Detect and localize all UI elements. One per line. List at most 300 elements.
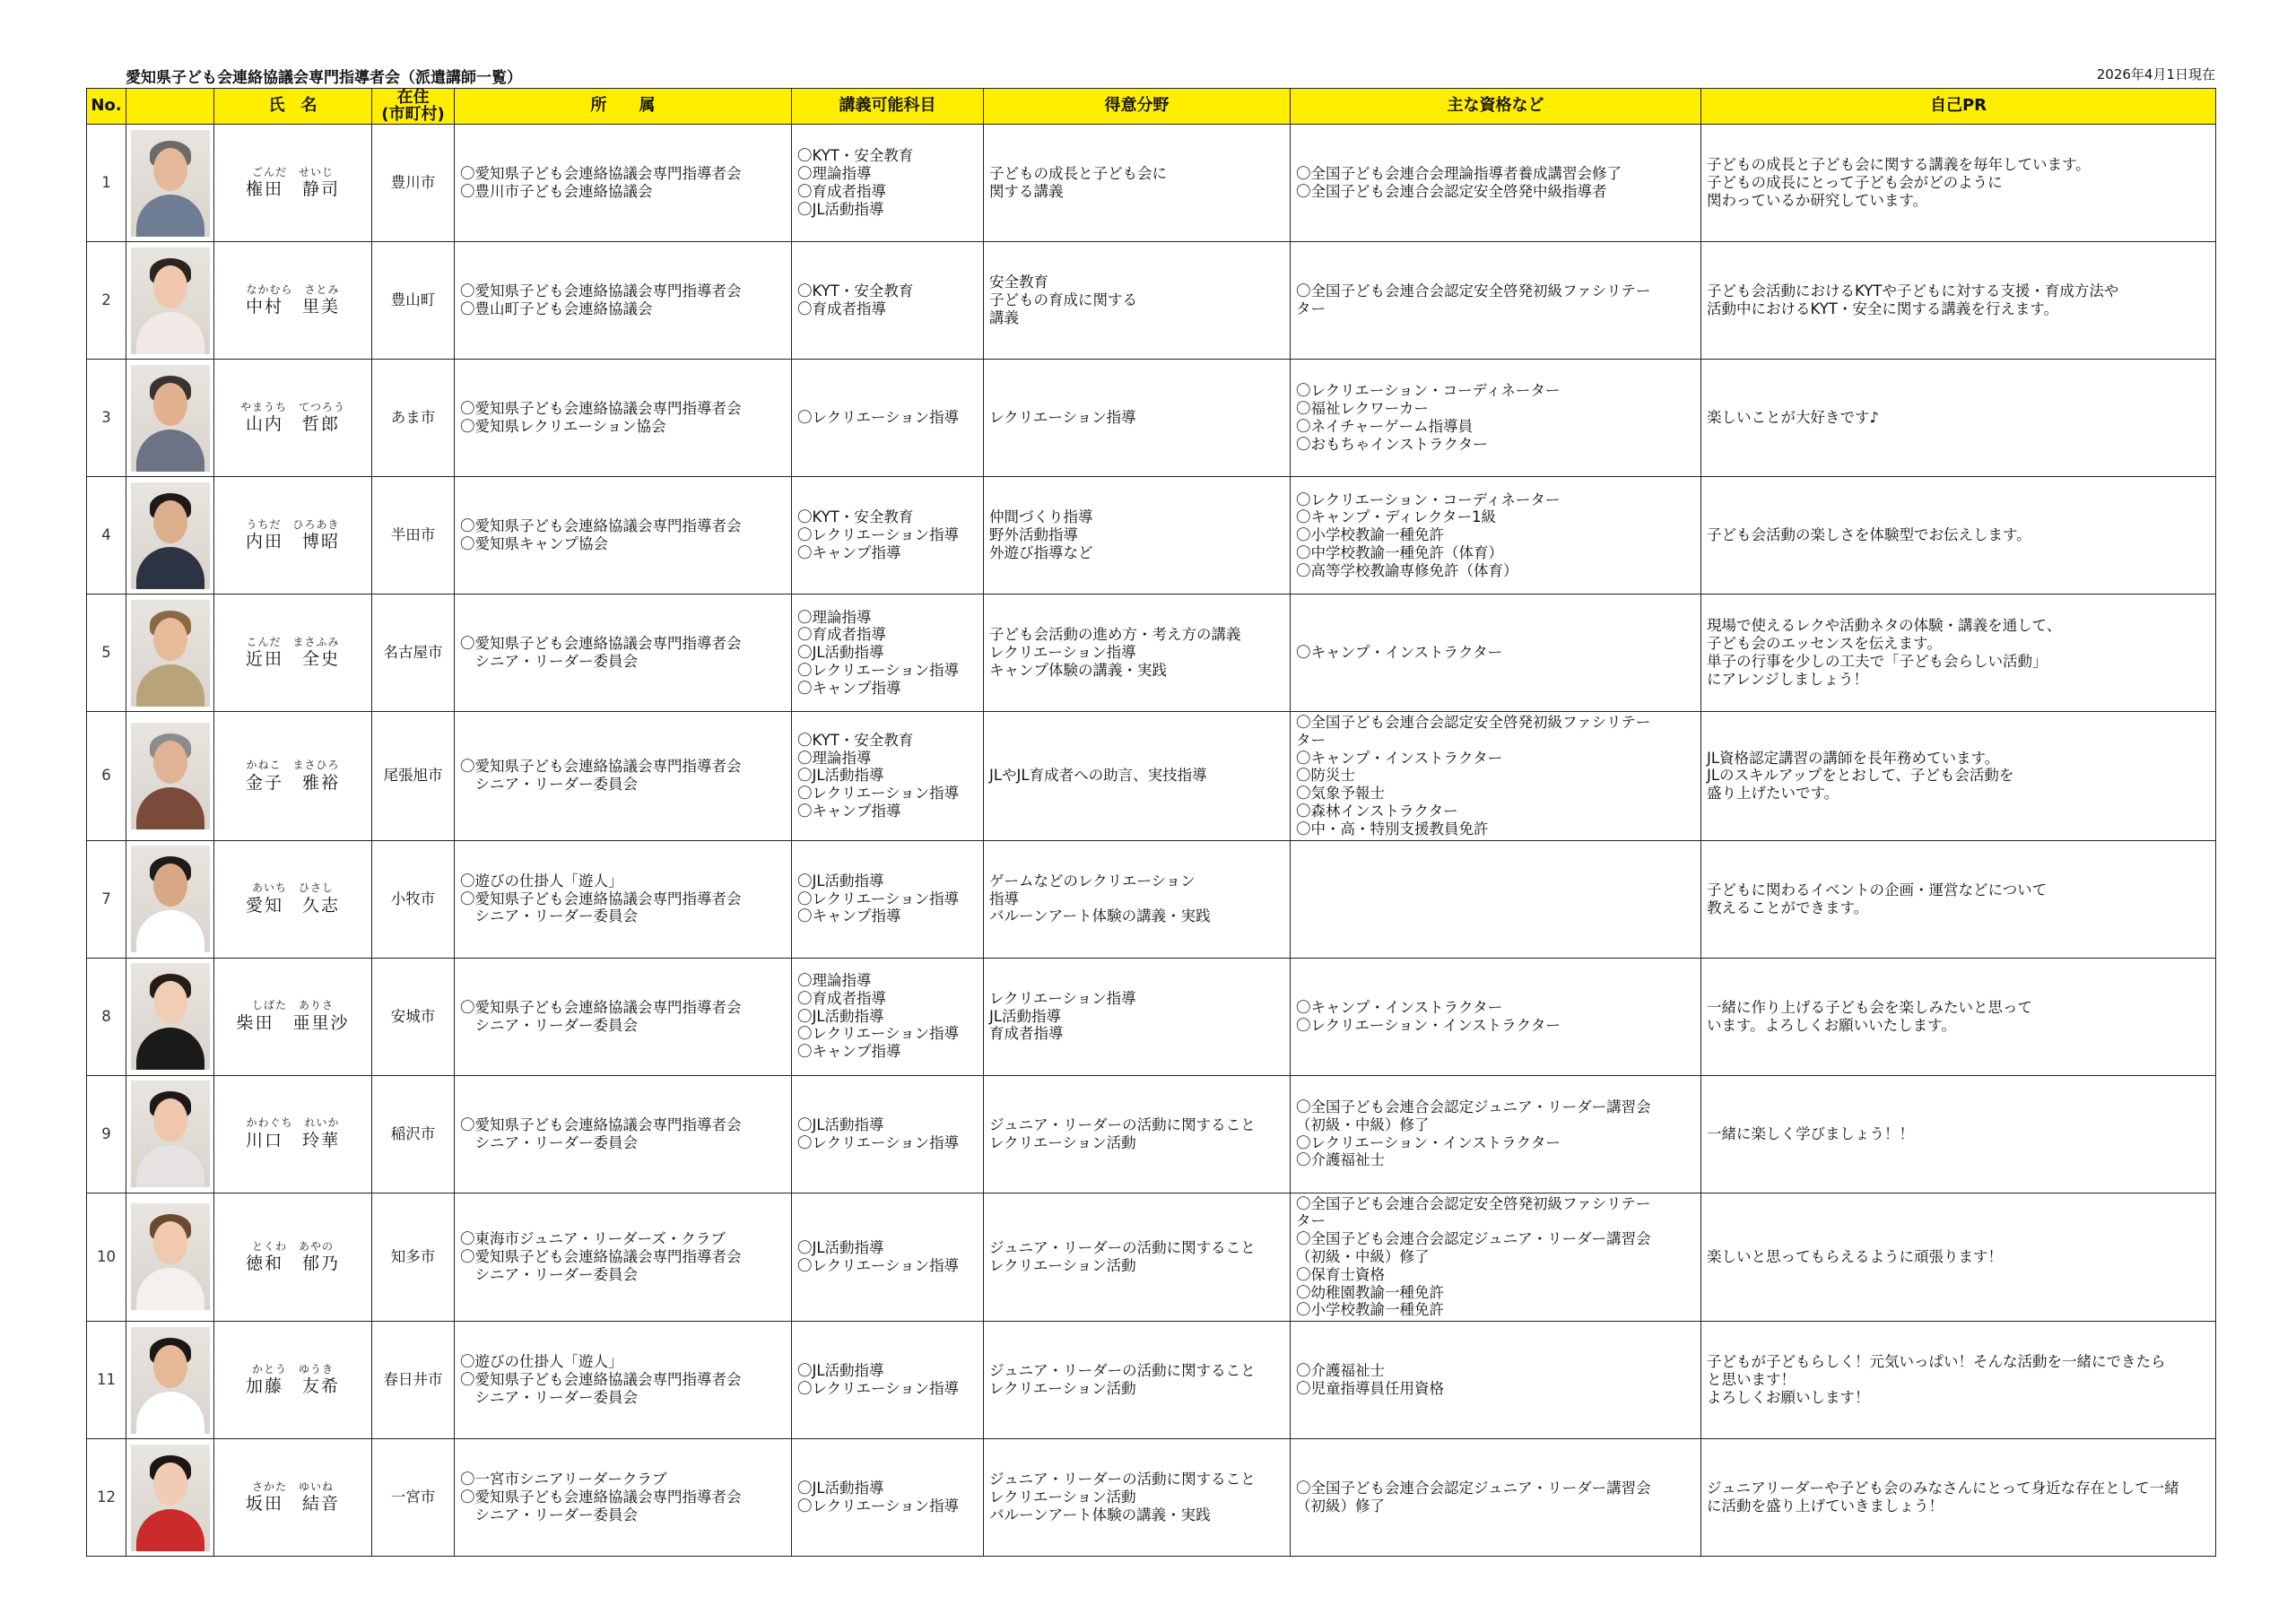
instructor-name: 山内 哲郎 [245,414,340,435]
photo-cell [126,477,214,595]
affiliation-line: 〇愛知県キャンプ協会 [460,535,608,552]
subjects-line: 〇理論指導 [797,608,872,626]
self-pr-line: います。よろしくお願いいたします。 [1707,1016,1956,1034]
table-row [87,840,2216,958]
city-cell: 安城市 [372,958,455,1075]
subjects-line: 〇レクリエーション指導 [797,1133,960,1151]
self-pr-cell [1701,958,2216,1075]
subjects-line: 〇KYT・安全教育 [797,147,914,165]
table-row [87,1193,2216,1322]
qualifications-line: 〇介護福祉士 [1296,1362,1385,1380]
subjects-line: 〇JL活動指導 [797,1239,884,1257]
specialty-cell [984,242,1291,360]
city-cell: 小牧市 [372,840,455,958]
row-number: 6 [87,712,126,841]
qualifications-line: 〇全国子ども会連合会認定安全啓発初級ファシリテー [1296,282,1651,300]
self-pr-cell [1701,1322,2216,1439]
qualifications-line: 〇児童指導員任用資格 [1296,1380,1444,1398]
self-pr-line: 楽しいことが大好きです♪ [1707,409,1880,427]
self-pr-line: 盛り上げたいです。 [1707,785,1839,803]
avatar [131,1327,210,1434]
instructor-name: 徳和 郁乃 [245,1254,340,1274]
specialty-line: 野外活動指導 [989,526,1078,544]
name-cell [214,477,372,595]
qualifications-line: 〇全国子ども会連合会認定ジュニア・リーダー講習会 [1296,1230,1651,1248]
self-pr-line: よろしくお願いします！ [1707,1389,1870,1407]
qualifications-cell [1291,242,1701,360]
table-row [87,477,2216,595]
subjects-cell [792,712,984,841]
photo-cell [126,1193,214,1322]
affiliation-line: 〇愛知県子ども会連絡協議会専門指導者会 [460,400,742,418]
name-reading: なかむら さとみ [246,282,340,296]
subjects-line: 〇JL活動指導 [797,872,884,890]
subjects-line: 〇キャンプ指導 [797,1043,901,1061]
header-row [87,89,2216,125]
instructor-rows [87,125,2216,1557]
avatar [131,482,210,589]
subjects-line: 〇KYT・安全教育 [797,508,914,526]
subjects-line: 〇キャンプ指導 [797,543,901,561]
photo-cell [126,360,214,477]
qualifications-cell [1291,712,1701,841]
qualifications-line: （初級）修了 [1296,1497,1385,1515]
avatar [131,723,210,829]
subjects-line: 〇レクリエーション指導 [797,1380,960,1398]
self-pr-line: 子ども会活動の楽しさを体験型でお伝えします。 [1707,526,2031,544]
table-row [87,1322,2216,1439]
specialty-cell [984,360,1291,477]
affiliation-line: 〇愛知県子ども会連絡協議会専門指導者会 [460,1115,742,1133]
subjects-cell [792,1193,984,1322]
affiliation-cell [455,840,792,958]
affiliation-cell [455,1193,792,1322]
self-pr-line: 現場で使えるレクや活動ネタの体験・講義を通して、 [1707,617,2062,635]
subjects-line: 〇レクリエーション指導 [797,785,960,803]
qualifications-line: 〇中・高・特別支援教員免許 [1296,820,1489,838]
specialty-line: ジュニア・リーダーの活動に関すること [989,1239,1256,1257]
specialty-line: 外遊び指導など [989,543,1093,561]
photo-cell [126,958,214,1075]
qualifications-cell [1291,477,1701,595]
subjects-line: 〇育成者指導 [797,300,886,317]
name-cell [214,840,372,958]
self-pr-cell [1701,360,2216,477]
subjects-line: 〇JL活動指導 [797,644,884,662]
affiliation-line: シニア・リーダー委員会 [460,1133,638,1151]
specialty-line: レクリエーション指導 [989,989,1136,1007]
city-cell: 豊川市 [372,125,455,242]
qualifications-line: 〇レクリエーション・コーディネーター [1296,382,1561,400]
self-pr-cell [1701,1439,2216,1557]
name-reading: かわぐち れいか [246,1116,340,1130]
specialty-line: レクリエーション活動 [989,1256,1136,1274]
specialty-line: ジュニア・リーダーの活動に関すること [989,1471,1256,1488]
self-pr-line: 楽しいと思ってもらえるように頑張ります！ [1707,1247,2003,1265]
affiliation-line: 〇愛知県子ども会連絡協議会専門指導者会 [460,1371,742,1389]
affiliation-line: シニア・リーダー委員会 [460,776,638,794]
affiliation-line: 〇豊山町子ども会連絡協議会 [460,300,653,317]
avatar [131,247,210,354]
name-cell [214,1322,372,1439]
row-number: 4 [87,477,126,595]
name-cell [214,360,372,477]
qualifications-line: 〇介護福祉士 [1296,1151,1385,1169]
row-number: 12 [87,1439,126,1557]
qualifications-line: ター [1296,1212,1326,1230]
subjects-line: 〇レクリエーション指導 [797,661,960,679]
name-reading: かとう ゆうき [251,1363,334,1376]
row-number: 10 [87,1193,126,1322]
name-cell [214,242,372,360]
affiliation-line: シニア・リーダー委員会 [460,1016,638,1034]
subjects-cell [792,1075,984,1193]
self-pr-line: 活動中におけるKYT・安全に関する講義を行えます。 [1707,300,2059,317]
specialty-line: 育成者指導 [989,1025,1064,1043]
affiliation-line: 〇東海市ジュニア・リーダーズ・クラブ [460,1230,726,1248]
affiliation-line: 〇愛知県子ども会連絡協議会専門指導者会 [460,998,742,1016]
subjects-line: 〇キャンプ指導 [797,679,901,697]
subjects-line: 〇理論指導 [797,972,872,990]
qualifications-line: 〇キャンプ・インストラクター [1296,998,1503,1016]
avatar [131,1203,210,1310]
name-reading: かねこ まさひろ [246,759,340,772]
self-pr-line: 子どもの成長と子ども会に関する講義を毎年しています。 [1707,156,2091,174]
affiliation-line: 〇愛知県子ども会連絡協議会専門指導者会 [460,890,742,907]
qualifications-line: 〇小学校教諭一種免許 [1296,526,1444,544]
specialty-cell [984,1075,1291,1193]
self-pr-line: 一緒に作り上げる子ども会を楽しみたいと思って [1707,998,2032,1016]
self-pr-line: JLのスキルアップをとおして、子ども会活動を [1707,767,2014,785]
name-cell [214,1193,372,1322]
specialty-line: レクリエーション指導 [989,409,1136,427]
city-cell: 稲沢市 [372,1075,455,1193]
qualifications-line: 〇レクリエーション・コーディネーター [1296,490,1561,508]
subjects-line: 〇JL活動指導 [797,200,884,218]
specialty-line: 子どもの育成に関する [989,291,1137,309]
specialty-line: レクリエーション指導 [989,644,1136,662]
qualifications-line: 〇キャンプ・ディレクター1級 [1296,508,1497,526]
specialty-line: レクリエーション活動 [989,1133,1136,1151]
photo-cell [126,125,214,242]
affiliation-line: 〇愛知県子ども会連絡協議会専門指導者会 [460,165,742,183]
qualifications-cell [1291,1193,1701,1322]
self-pr-cell [1701,477,2216,595]
self-pr-line: 子ども会活動におけるKYTや子どもに対する支援・育成方法や [1707,282,2119,300]
self-pr-line: 子どもの成長にとって子ども会がどのように [1707,174,2003,192]
subjects-line: 〇育成者指導 [797,626,886,644]
specialty-line: 指導 [989,890,1019,907]
affiliation-line: 〇愛知県レクリエーション協会 [460,418,666,435]
instructor-name: 中村 里美 [245,297,340,317]
specialty-line: 仲間づくり指導 [989,508,1093,526]
qualifications-line: 〇おもちゃインストラクター [1296,435,1488,453]
name-reading: あいち ひさし [251,881,334,895]
affiliation-line: 〇遊びの仕掛人「遊人」 [460,872,623,890]
instructor-table [86,88,2216,1557]
subjects-cell [792,242,984,360]
name-reading: うちだ ひろあき [246,517,340,531]
name-cell [214,1439,372,1557]
subjects-line: 〇レクリエーション指導 [797,409,960,427]
subjects-cell [792,360,984,477]
header-photo [126,89,214,125]
self-pr-line: 一緒に楽しく学びましょう！！ [1707,1124,1914,1142]
affiliation-line: 〇遊びの仕掛人「遊人」 [460,1353,623,1371]
affiliation-cell [455,595,792,712]
self-pr-line: 子ども会のエッセンスを伝えます。 [1707,635,1942,653]
qualifications-line: 〇気象予報士 [1296,785,1385,803]
affiliation-line: シニア・リーダー委員会 [460,907,638,925]
row-number: 1 [87,125,126,242]
name-reading: こんだ まさふみ [246,635,340,648]
qualifications-line: 〇幼稚園教諭一種免許 [1296,1283,1444,1301]
specialty-line: JL活動指導 [989,1007,1062,1025]
specialty-cell [984,1322,1291,1439]
specialty-line: レクリエーション活動 [989,1488,1136,1506]
self-pr-line: 子どもが子どもらしく！元気いっぱい！そんな活動を一緒にできたら [1707,1353,2166,1371]
header-city [372,89,455,125]
table-row [87,1439,2216,1557]
qualifications-line: 〇全国子ども会連合会認定安全啓発中級指導者 [1296,183,1607,200]
city-cell: 尾張旭市 [372,712,455,841]
photo-cell [126,1439,214,1557]
qualifications-cell [1291,958,1701,1075]
qualifications-line: （初級・中級）修了 [1296,1115,1430,1133]
name-reading: ごんだ せいじ [251,165,334,178]
specialty-line: バルーンアート体験の講義・実践 [989,907,1211,925]
table-row [87,242,2216,360]
name-reading: しばた ありさ [251,999,334,1012]
row-number: 8 [87,958,126,1075]
subjects-line: 〇レクリエーション指導 [797,1256,960,1274]
avatar [131,130,210,237]
qualifications-line: 〇福祉レクワーカー [1296,400,1429,418]
instructor-name: 柴田 亜里沙 [236,1012,350,1033]
qualifications-line: 〇高等学校教諭専修免許（体育） [1296,561,1518,579]
specialty-cell [984,1439,1291,1557]
qualifications-line: ター [1296,300,1326,317]
self-pr-line: 単子の行事を少しの工夫で「子ども会らしい活動」 [1707,653,2048,670]
name-cell [214,595,372,712]
affiliation-line: シニア・リーダー委員会 [460,1506,638,1524]
name-cell [214,1075,372,1193]
affiliation-line: シニア・リーダー委員会 [460,653,638,670]
photo-cell [126,1322,214,1439]
row-number: 5 [87,595,126,712]
qualifications-line: 〇全国子ども会連合会理論指導者養成講習会修了 [1296,165,1622,183]
header-no: No. [87,89,126,125]
photo-cell [126,242,214,360]
subjects-line: 〇理論指導 [797,165,872,183]
specialty-line: バルーンアート体験の講義・実践 [989,1506,1211,1524]
header-subjects: 講義可能科目 [792,89,984,125]
qualifications-line: 〇保育士資格 [1296,1265,1385,1283]
table-row [87,1075,2216,1193]
self-pr-cell [1701,1193,2216,1322]
self-pr-cell [1701,1075,2216,1193]
qualifications-line: 〇全国子ども会連合会認定安全啓発初級ファシリテー [1296,714,1651,731]
qualifications-line: 〇中学校教諭一種免許（体育） [1296,543,1503,561]
affiliation-cell [455,242,792,360]
subjects-line: 〇キャンプ指導 [797,907,901,925]
subjects-line: 〇KYT・安全教育 [797,282,914,300]
affiliation-cell [455,1075,792,1193]
specialty-cell [984,1193,1291,1322]
specialty-line: ゲームなどのレクリエーション [989,872,1196,890]
subjects-line: 〇JL活動指導 [797,1007,884,1025]
self-pr-line: JL資格認定講習の講師を長年務めています。 [1707,749,2000,767]
name-reading: さかた ゆいね [251,1480,334,1494]
subjects-line: 〇JL活動指導 [797,767,884,785]
instructor-name: 坂田 結音 [245,1494,340,1515]
header-qualifications: 主な資格など [1291,89,1701,125]
affiliation-line: 〇愛知県子ども会連絡協議会専門指導者会 [460,1247,742,1265]
city-cell: 春日井市 [372,1322,455,1439]
name-reading: やまうち てつろう [239,400,345,413]
specialty-line: 安全教育 [989,273,1048,291]
specialty-line: JLやJL育成者への助言、実技指導 [989,767,1207,785]
header-self-pr: 自己PR [1701,89,2216,125]
qualifications-cell [1291,125,1701,242]
qualifications-cell [1291,1322,1701,1439]
specialty-line: レクリエーション活動 [989,1380,1136,1398]
affiliation-line: シニア・リーダー委員会 [460,1265,638,1283]
row-number: 11 [87,1322,126,1439]
self-pr-line: 教えることができます。 [1707,898,1869,916]
page-date: 2026年4月1日現在 [2096,66,2215,82]
name-reading: とくわ あやの [251,1239,334,1253]
affiliation-line: 〇愛知県子ども会連絡協議会専門指導者会 [460,758,742,776]
subjects-cell [792,1322,984,1439]
subjects-line: 〇レクリエーション指導 [797,1497,960,1515]
subjects-line: 〇レクリエーション指導 [797,890,960,907]
self-pr-line: に活動を盛り上げていきましょう！ [1707,1497,1944,1515]
specialty-line: 関する講義 [989,183,1064,200]
affiliation-line: 〇一宮市シニアリーダークラブ [460,1471,667,1488]
city-cell: あま市 [372,360,455,477]
qualifications-line: ター [1296,731,1326,749]
specialty-cell [984,125,1291,242]
specialty-cell [984,477,1291,595]
table-row [87,712,2216,841]
header-name: 氏 名 [214,89,372,125]
self-pr-line: 関わっているか研究しています。 [1707,191,1928,209]
subjects-line: 〇KYT・安全教育 [797,731,914,749]
affiliation-cell [455,712,792,841]
avatar [131,1445,210,1551]
specialty-line: 子ども会活動の進め方・考え方の講義 [989,626,1241,644]
avatar [131,600,210,707]
specialty-line: キャンプ体験の講義・実践 [989,661,1167,679]
row-number: 3 [87,360,126,477]
header-affiliation: 所 属 [455,89,792,125]
subjects-cell [792,840,984,958]
qualifications-line: 〇小学校教諭一種免許 [1296,1301,1444,1319]
city-cell: 豊山町 [372,242,455,360]
qualifications-cell [1291,360,1701,477]
subjects-line: 〇レクリエーション指導 [797,1025,960,1043]
self-pr-cell [1701,712,2216,841]
specialty-line: 講義 [989,308,1019,326]
table-row [87,958,2216,1075]
subjects-line: 〇JL活動指導 [797,1362,884,1380]
name-cell [214,958,372,1075]
header-city-line1: 在住 [396,87,430,107]
self-pr-cell [1701,125,2216,242]
specialty-cell [984,595,1291,712]
self-pr-line: と思います！ [1707,1371,1796,1389]
avatar [131,365,210,472]
affiliation-line: 〇愛知県子ども会連絡協議会専門指導者会 [460,635,742,653]
table-row [87,360,2216,477]
instructor-name: 愛知 久志 [245,895,340,916]
affiliation-line: 〇愛知県子ども会連絡協議会専門指導者会 [460,282,742,300]
subjects-line: 〇育成者指導 [797,183,886,200]
affiliation-cell [455,125,792,242]
instructor-name: 近田 全史 [245,649,340,670]
affiliation-line: 〇豊川市子ども会連絡協議会 [460,183,653,200]
name-cell [214,125,372,242]
subjects-cell [792,595,984,712]
instructor-name: 川口 玲華 [245,1130,340,1150]
photo-cell [126,712,214,841]
qualifications-line: 〇防災士 [1296,767,1355,785]
table-row [87,595,2216,712]
self-pr-line: 子どもに関わるイベントの企画・運営などについて [1707,881,2048,898]
affiliation-line: 〇愛知県子ども会連絡協議会専門指導者会 [460,517,742,535]
city-cell: 半田市 [372,477,455,595]
photo-cell [126,595,214,712]
page-title: 愛知県子ども会連絡協議会専門指導者会（派遣講師一覧） [126,69,522,87]
self-pr-cell [1701,840,2216,958]
avatar [131,963,210,1070]
qualifications-line: （初級・中級）修了 [1296,1247,1430,1265]
city-cell: 知多市 [372,1193,455,1322]
qualifications-line: 〇全国子ども会連合会認定ジュニア・リーダー講習会 [1296,1098,1651,1115]
subjects-line: 〇JL活動指導 [797,1115,884,1133]
name-cell [214,712,372,841]
qualifications-line: 〇キャンプ・インストラクター [1296,749,1503,767]
header-city-line2: (市町村) [381,104,445,124]
self-pr-cell [1701,242,2216,360]
qualifications-cell [1291,595,1701,712]
city-cell: 一宮市 [372,1439,455,1557]
qualifications-line: 〇森林インストラクター [1296,802,1458,820]
affiliation-line: 〇愛知県子ども会連絡協議会専門指導者会 [460,1488,742,1506]
subjects-line: 〇レクリエーション指導 [797,526,960,544]
qualifications-cell [1291,1075,1701,1193]
qualifications-line: 〇レクリエーション・インストラクター [1296,1016,1561,1034]
instructor-name: 加藤 友希 [245,1376,340,1397]
row-number: 7 [87,840,126,958]
city-cell: 名古屋市 [372,595,455,712]
self-pr-cell [1701,595,2216,712]
affiliation-line: シニア・リーダー委員会 [460,1389,638,1407]
specialty-cell [984,840,1291,958]
table-row [87,125,2216,242]
subjects-cell [792,477,984,595]
subjects-line: 〇育成者指導 [797,989,886,1007]
qualifications-line: 〇全国子ども会連合会認定安全啓発初級ファシリテー [1296,1194,1651,1212]
specialty-cell [984,712,1291,841]
photo-cell [126,840,214,958]
subjects-line: 〇キャンプ指導 [797,802,901,820]
self-pr-line: ジュニアリーダーや子ども会のみなさんにとって身近な存在として一緒 [1707,1480,2179,1497]
specialty-line: ジュニア・リーダーの活動に関すること [989,1115,1256,1133]
subjects-line: 〇理論指導 [797,749,872,767]
specialty-line: 子どもの成長と子ども会に [989,165,1167,183]
